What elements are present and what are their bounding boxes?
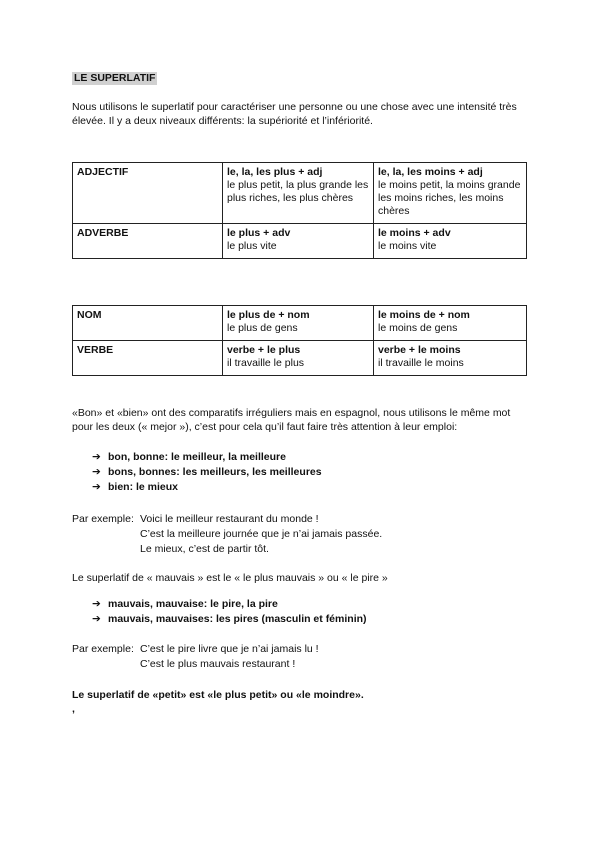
superiority-cell: [223, 163, 374, 224]
example-line: Le mieux, c’est de partir tôt.: [140, 543, 269, 555]
row-label: ADJECTIF: [77, 166, 129, 178]
arrow-icon: ➔: [92, 466, 101, 478]
example-line: C’est le pire livre que je n’ai jamais lu !: [140, 643, 319, 655]
table-row: [73, 306, 527, 341]
list-item-text: mauvais, mauvaise: le pire, la pire: [108, 598, 278, 610]
inferiority-rule: verbe + le moins: [378, 344, 461, 356]
superiority-rule: le plus + adv: [227, 227, 291, 239]
superiority-rule: verbe + le plus: [227, 344, 301, 356]
list-item: [92, 465, 322, 480]
list-item-text: bien: le mieux: [108, 481, 179, 493]
superiority-example: le plus petit, la plus grande les plus riches, les plus chères: [227, 179, 369, 204]
inferiority-cell: [374, 163, 527, 224]
row-label-cell: [73, 306, 223, 341]
irregular-paragraph: «Bon» et «bien» ont des comparatifs irréguliers mais en espagnol, nous utilisons le même mot pour les deux (« mejor »), c’est pour cela qu’il faut faire très attention à leur emploi:: [72, 407, 511, 433]
arrow-icon: ➔: [92, 481, 101, 493]
arrow-icon: ➔: [92, 598, 101, 610]
superiority-cell: [223, 224, 374, 259]
inferiority-rule: le moins + adv: [378, 227, 451, 239]
example-line: C’est la meilleure journée que je n’ai jamais passée.: [140, 528, 383, 540]
inferiority-example: il travaille le moins: [378, 357, 464, 369]
list-item: [92, 480, 322, 495]
table-row: [73, 224, 527, 259]
superlative-table-adjectif-adverbe: [72, 162, 527, 259]
row-label: NOM: [77, 309, 102, 321]
mauvais-bullet-list: [92, 597, 367, 627]
superiority-rule: le, la, les plus + adj: [227, 166, 323, 178]
inferiority-example: le moins vite: [378, 240, 437, 252]
row-label: VERBE: [77, 344, 114, 356]
inferiority-example: le moins de gens: [378, 322, 458, 334]
superiority-example: il travaille le plus: [227, 357, 305, 369]
list-item: [92, 612, 367, 627]
petit-note: Le superlatif de «petit» est «le plus petit» ou «le moindre».: [72, 689, 364, 701]
superiority-example: le plus de gens: [227, 322, 298, 334]
list-item-text: bons, bonnes: les meilleurs, les meilleures: [108, 466, 322, 478]
inferiority-rule: le, la, les moins + adj: [378, 166, 483, 178]
list-item-text: bon, bonne: le meilleur, la meilleure: [108, 451, 286, 463]
row-label: ADVERBE: [77, 227, 129, 239]
row-label-cell: [73, 163, 223, 224]
example-label: Par exemple:: [72, 513, 134, 525]
superiority-cell: [223, 341, 374, 376]
inferiority-rule: le moins de + nom: [378, 309, 470, 321]
row-label-cell: [73, 224, 223, 259]
inferiority-example: le moins petit, la moins grande les moins riches, les moins chères: [378, 179, 521, 217]
example-label: Par exemple:: [72, 643, 134, 655]
example-line: Voici le meilleur restaurant du monde !: [140, 513, 319, 525]
inferiority-cell: [374, 306, 527, 341]
list-item: [92, 450, 322, 465]
mauvais-paragraph: Le superlatif de « mauvais » est le « le plus mauvais » ou « le pire »: [72, 572, 388, 584]
list-item: [92, 597, 367, 612]
inferiority-cell: [374, 341, 527, 376]
superlative-table-nom-verbe: [72, 305, 527, 376]
arrow-icon: ➔: [92, 451, 101, 463]
table-row: [73, 163, 527, 224]
page-title: LE SUPERLATIF: [74, 72, 156, 84]
superiority-rule: le plus de + nom: [227, 309, 310, 321]
example-line: C’est le plus mauvais restaurant !: [140, 658, 296, 670]
table-row: [73, 341, 527, 376]
row-label-cell: [73, 341, 223, 376]
intro-paragraph: Nous utilisons le superlatif pour caractériser une personne ou une chose avec une intensité très élevée. Il y a deux niveaux différents: la supériorité et l’infériorité.: [72, 101, 517, 127]
superiority-cell: [223, 306, 374, 341]
superiority-example: le plus vite: [227, 240, 277, 252]
irregular-bullet-list: [92, 450, 322, 495]
trailing-comma: ,: [72, 703, 75, 715]
list-item-text: mauvais, mauvaises: les pires (masculin et féminin): [108, 613, 367, 625]
arrow-icon: ➔: [92, 613, 101, 625]
inferiority-cell: [374, 224, 527, 259]
